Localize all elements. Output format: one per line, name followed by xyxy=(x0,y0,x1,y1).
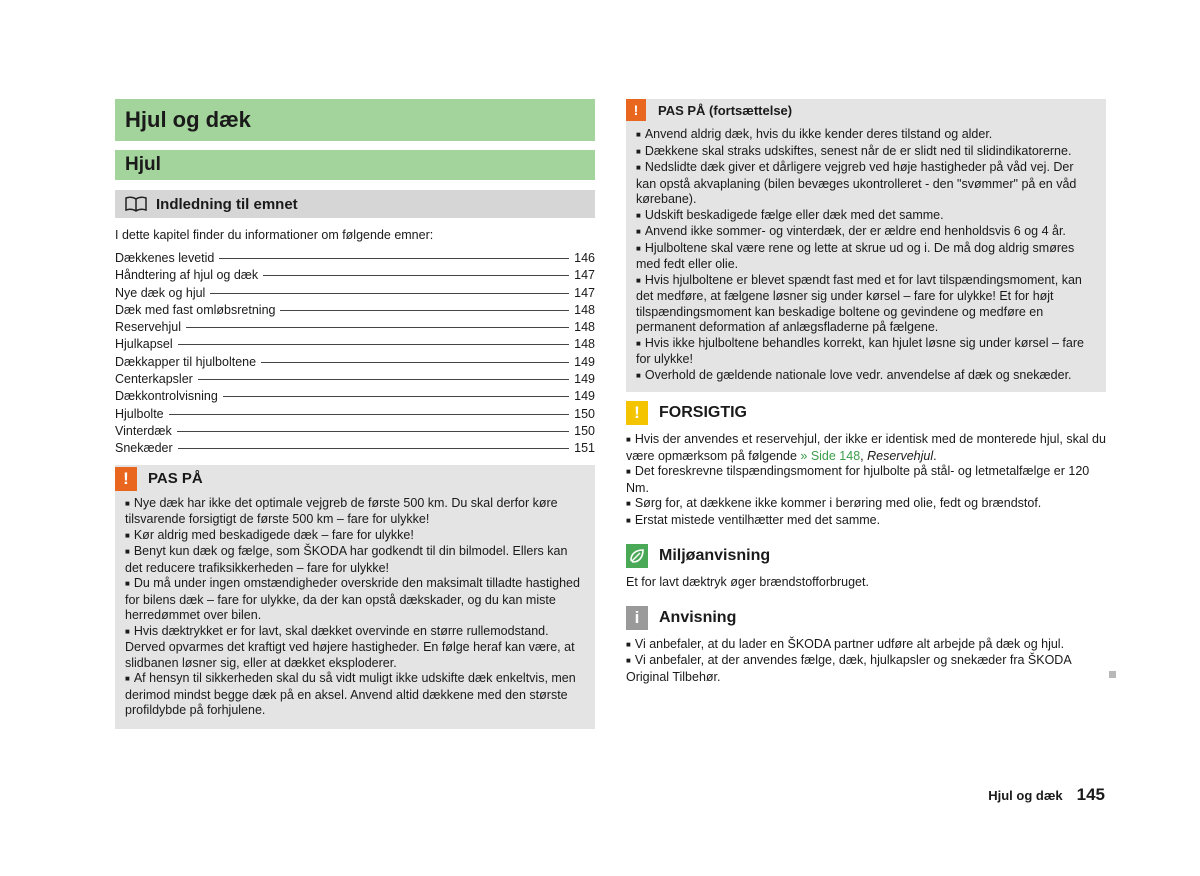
recycle-leaf-icon xyxy=(626,544,648,568)
toc-leader xyxy=(280,310,569,311)
table-of-contents xyxy=(115,251,595,459)
toc-label: Nye dæk og hjul xyxy=(115,285,206,300)
list-item: ■ Hvis hjulboltene er blevet spændt fast med et for lavt tilspændingsmoment, kan det medføre, at fælgene løsner sig under kørsel – fare for ulykke! Et for højt tilspændingsmoment kan beskadige boltene og gevindene og medføre en permanent deformation af anlægsfladerne på fælgene. xyxy=(636,273,1096,336)
toc-label: Hjulkapsel xyxy=(115,337,173,352)
footer-chapter-label: Hjul og dæk xyxy=(988,788,1063,803)
toc-page: 148 xyxy=(574,302,595,317)
list-item: ■ Det foreskrevne tilspændingsmoment for hjulbolte på stål- og letmetalfælge er 120 Nm. xyxy=(626,464,1106,496)
toc-leader xyxy=(177,431,569,432)
intro-heading-bar xyxy=(115,190,595,218)
warning-header xyxy=(115,465,595,492)
info-icon: i xyxy=(626,606,648,630)
page-footer xyxy=(988,785,1105,805)
caution-list xyxy=(626,426,1106,529)
exclamation-icon: ! xyxy=(626,99,646,121)
exclamation-icon: ! xyxy=(626,401,648,425)
toc-leader xyxy=(263,275,569,276)
intro-heading: Indledning til emnet xyxy=(156,195,298,213)
toc-leader xyxy=(186,327,569,328)
toc-row[interactable] xyxy=(115,389,595,406)
toc-page: 146 xyxy=(574,251,595,265)
page-number: 145 xyxy=(1076,785,1105,804)
list-item: ■ Overhold de gældende nationale love vedr. anvendelse af dæk og snekæder. xyxy=(636,368,1096,385)
note-header xyxy=(626,605,1106,631)
list-item: ■ Vi anbefaler, at der anvendes fælge, dæk, hjulkapsler og snekæder fra ŠKODA Original Tilbehør. xyxy=(626,653,1106,685)
toc-leader xyxy=(261,362,569,363)
note-title: Anvisning xyxy=(659,608,737,626)
toc-row[interactable] xyxy=(115,286,595,303)
toc-label: Dæk med fast omløbsretning xyxy=(115,302,276,317)
toc-leader xyxy=(219,258,569,259)
toc-label: Dækkontrolvisning xyxy=(115,389,218,404)
note-list xyxy=(626,631,1106,686)
list-item: ■ Anvend aldrig dæk, hvis du ikke kender deres tilstand og alder. xyxy=(636,127,1096,144)
toc-row[interactable] xyxy=(115,337,595,354)
toc-leader xyxy=(210,293,569,294)
toc-page: 149 xyxy=(574,372,595,387)
toc-leader xyxy=(178,448,569,449)
toc-label: Hjulbolte xyxy=(115,406,164,421)
toc-label: Centerkapsler xyxy=(115,372,193,387)
list-item: ■ Kør aldrig med beskadigede dæk – fare for ulykke! xyxy=(125,528,585,545)
open-book-icon xyxy=(125,196,147,212)
warning-box xyxy=(115,465,595,729)
toc-row[interactable] xyxy=(115,372,595,389)
left-column xyxy=(115,99,595,729)
environment-header xyxy=(626,543,1106,569)
toc-row[interactable] xyxy=(115,303,595,320)
list-item: ■ Sørg for, at dækkene ikke kommer i berøring med olie, fedt og brændstof. xyxy=(626,496,1106,513)
toc-row[interactable] xyxy=(115,268,595,285)
toc-row[interactable] xyxy=(115,355,595,372)
toc-label: Dækkenes levetid xyxy=(115,251,215,265)
environment-title: Miljøanvisning xyxy=(659,547,771,564)
toc-row[interactable] xyxy=(115,441,595,458)
warning-continued-list xyxy=(626,121,1106,392)
list-item: ■ Hvis ikke hjulboltene behandles korrekt, kan hjulet løsne sig under kørsel – fare for ulykke! xyxy=(636,336,1096,368)
list-item: ■ Hvis dæktrykket er for lavt, skal dækket overvinde en større rullemodstand. Derved opvarmes det kraftigt ved højere hastigheder. En følge heraf kan være, at slidbanen løsner sig, eller at dækket eksploderer. xyxy=(125,624,585,672)
toc-page: 149 xyxy=(574,354,595,369)
right-column xyxy=(626,99,1106,685)
reference-title: Reservehjul xyxy=(867,448,934,463)
toc-row[interactable] xyxy=(115,320,595,337)
toc-page: 151 xyxy=(574,441,595,456)
list-item: ■ Vi anbefaler, at du lader en ŠKODA partner udføre alt arbejde på dæk og hjul. xyxy=(626,637,1106,654)
section-end-marker xyxy=(1109,671,1116,678)
toc-label: Reservehjul xyxy=(115,320,182,335)
toc-label: Håndtering af hjul og dæk xyxy=(115,268,259,283)
list-item: ■ Af hensyn til sikkerheden skal du så vidt muligt ikke udskifte dæk enkeltvis, men derimod mindst begge dæk på en aksel. Anvend altid dækkene med den største profildybde på forhjulene. xyxy=(125,671,585,719)
toc-page: 147 xyxy=(574,285,595,300)
chapter-title: Hjul og dæk xyxy=(115,99,595,141)
warning-title: PAS PÅ xyxy=(148,470,203,488)
list-item: ■ Erstat mistede ventilhætter med det samme. xyxy=(626,513,1106,530)
toc-page: 148 xyxy=(574,337,595,352)
list-item: ■ Hvis der anvendes et reservehjul, der ikke er identisk med de monterede hjul, skal du være opmærksom på følgende » Side 148, Reservehjul. xyxy=(626,432,1106,464)
list-item: ■ Nedslidte dæk giver et dårligere vejgreb ved høje hastigheder på våd vej. Der kan opstå akvaplaning (bilen bevæges ukontrolleret - den "svømmer" på en våd kørebane). xyxy=(636,160,1096,208)
toc-page: 148 xyxy=(574,320,595,335)
toc-label: Dækkapper til hjulboltene xyxy=(115,354,257,369)
warning-continued-box xyxy=(626,99,1106,392)
caution-header xyxy=(626,400,1106,426)
list-item: ■ Du må under ingen omstændigheder overskride den maksimalt tilladte hastighed for bilens dæk – fare for ulykke, da der kan opstå dækskader, og du kan miste herredømmet over bilen. xyxy=(125,576,585,624)
environment-text: Et for lavt dæktryk øger brændstofforbruget. xyxy=(626,575,869,589)
caution-text: Hvis der anvendes et reservehjul, der ikke er identisk med de monterede hjul, skal du være opmærksom på følgende xyxy=(626,432,1106,463)
exclamation-icon: ! xyxy=(115,467,137,491)
toc-label: Vinterdæk xyxy=(115,423,172,438)
section-title: Hjul xyxy=(115,150,595,180)
toc-page: 150 xyxy=(574,423,595,438)
toc-leader xyxy=(169,414,570,415)
toc-page: 150 xyxy=(574,406,595,421)
list-item: ■ Benyt kun dæk og fælge, som ŠKODA har godkendt til din bilmodel. Ellers kan det reducere trafiksikkerheden – fare for ulykke! xyxy=(125,544,585,576)
warning-continued-title: PAS PÅ (fortsættelse) xyxy=(658,102,793,118)
toc-page: 149 xyxy=(574,389,595,404)
list-item: ■ Anvend ikke sommer- og vinterdæk, der er ældre end henholdsvis 6 og 4 år. xyxy=(636,224,1096,241)
toc-row[interactable] xyxy=(115,251,595,268)
list-item: ■ Dækkene skal straks udskiftes, senest når de er slidt ned til slidindikatorerne. xyxy=(636,144,1096,161)
toc-row[interactable] xyxy=(115,407,595,424)
toc-row[interactable] xyxy=(115,424,595,441)
list-item: ■ Nye dæk har ikke det optimale vejgreb de første 500 km. Du skal derfor køre tilsvarende forsigtigt de første 500 km – fare for ulykke! xyxy=(125,496,585,528)
toc-leader xyxy=(178,344,569,345)
page-link[interactable]: » Side 148 xyxy=(800,448,861,463)
warning-list xyxy=(115,492,595,725)
toc-label: Snekæder xyxy=(115,441,173,456)
toc-leader xyxy=(198,379,569,380)
warning-continued-header xyxy=(626,99,1106,121)
list-item: ■ Hjulboltene skal være rene og lette at skrue ud og i. De må dog aldrig smøres med fedt eller olie. xyxy=(636,241,1096,273)
toc-leader xyxy=(223,396,569,397)
toc-page: 147 xyxy=(574,268,595,283)
caution-title: FORSIGTIG xyxy=(659,404,747,421)
list-item: ■ Udskift beskadigede fælge eller dæk med det samme. xyxy=(636,208,1096,225)
intro-text: I dette kapitel finder du informationer om følgende emner: xyxy=(115,228,434,242)
